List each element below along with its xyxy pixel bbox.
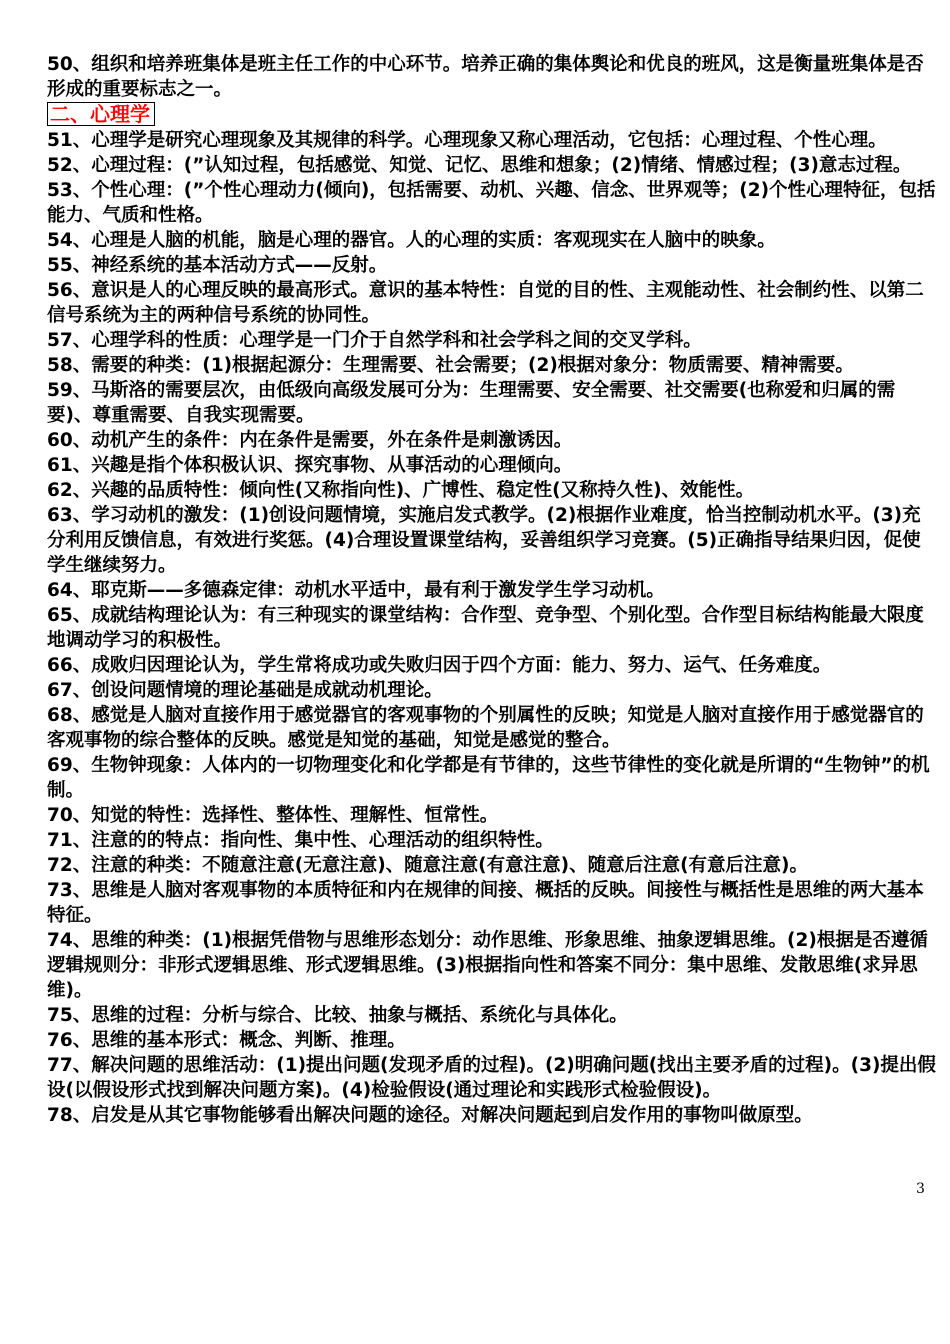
paragraph-65: 65、成就结构理论认为：有三种现实的课堂结构：合作型、竞争型、个别化型。合作型目标结构能最大限度地调动学习的积极性。 (47, 605, 924, 651)
paragraph-63: 63、学习动机的激发：(1)创设问题情境，实施启发式教学。(2)根据作业难度，恰当控制动机水平。(3)充分利用反馈信息，有效进行奖惩。(4)合理设置课堂结构，妥善组织学习竞赛。(5)正确指导结果归因，促使学生继续努力。 (47, 505, 921, 576)
paragraph-70: 70、知觉的特性：选择性、整体性、理解性、恒常性。 (47, 805, 499, 826)
paragraph-50: 50、组织和培养班集体是班主任工作的中心环节。培养正确的集体舆论和优良的班风，这是衡量班集体是否形成的重要标志之一。 (47, 54, 924, 100)
paragraph-53: 53、个性心理：(”个性心理动力(倾向)，包括需要、动机、兴趣、信念、世界观等；(2)个性心理特征，包括能力、气质和性格。 (47, 180, 936, 226)
paragraph-59: 59、马斯洛的需要层次，由低级向高级发展可分为：生理需要、安全需要、社交需要(也称爱和归属的需要)、尊重需要、自我实现需要。 (47, 380, 896, 426)
section-heading-psychology: 二、心理学 (47, 102, 155, 126)
paragraph-57: 57、心理学科的性质：心理学是一门介于自然学科和社会学科之间的交叉学科。 (47, 330, 702, 351)
paragraph-72: 72、注意的种类：不随意注意(无意注意)、随意注意(有意注意)、随意后注意(有意后注意)。 (47, 855, 808, 876)
paragraph-64: 64、耶克斯——多德森定律：动机水平适中，最有利于激发学生学习动机。 (47, 580, 665, 601)
paragraph-68: 68、感觉是人脑对直接作用于感觉器官的客观事物的个别属性的反映；知觉是人脑对直接作用于感觉器官的客观事物的综合整体的反映。感觉是知觉的基础，知觉是感觉的整合。 (47, 705, 924, 751)
paragraph-58: 58、需要的种类：(1)根据起源分：生理需要、社会需要；(2)根据对象分：物质需要、精神需要。 (47, 355, 854, 376)
paragraph-60: 60、动机产生的条件：内在条件是需要，外在条件是刺激诱因。 (47, 430, 573, 451)
paragraph-55: 55、神经系统的基本活动方式——反射。 (47, 255, 388, 276)
paragraph-52: 52、心理过程：(”认知过程，包括感觉、知觉、记忆、思维和想象；(2)情绪、情感过程；(3)意志过程。 (47, 155, 912, 176)
paragraph-76: 76、思维的基本形式：概念、判断、推理。 (47, 1030, 406, 1051)
section-heading-row (47, 102, 939, 128)
paragraph-74: 74、思维的种类：(1)根据凭借物与思维形态划分：动作思维、形象思维、抽象逻辑思维。(2)根据是否遵循逻辑规则分：非形式逻辑思维、形式逻辑思维。(3)根据指向性和答案不同分：集中思维、发散思维(求异思维)。 (47, 930, 928, 1001)
paragraph-73: 73、思维是人脑对客观事物的本质特征和内在规律的间接、概括的反映。间接性与概括性是思维的两大基本特征。 (47, 880, 924, 926)
paragraph-69: 69、生物钟现象：人体内的一切物理变化和化学都是有节律的，这些节律性的变化就是所谓的“生物钟”的机制。 (47, 755, 930, 801)
document-body (47, 52, 939, 1128)
paragraph-77: 77、解决问题的思维活动：(1)提出问题(发现矛盾的过程)。(2)明确问题(找出主要矛盾的过程)。(3)提出假设(以假设形式找到解决问题方案)。(4)检验假设(通过理论和实践形式检验假设)。 (47, 1055, 936, 1101)
paragraph-61: 61、兴趣是指个体积极认识、探究事物、从事活动的心理倾向。 (47, 455, 573, 476)
paragraph-78: 78、启发是从其它事物能够看出解决问题的途径。对解决问题起到启发作用的事物叫做原型。 (47, 1105, 813, 1126)
paragraph-62: 62、兴趣的品质特性：倾向性(又称指向性)、广博性、稳定性(又称持久性)、效能性。 (47, 480, 755, 501)
page-number: 3 (916, 1181, 925, 1197)
paragraph-51: 51、心理学是研究心理现象及其规律的科学。心理现象又称心理活动，它包括：心理过程、个性心理。 (47, 130, 887, 151)
paragraph-56: 56、意识是人的心理反映的最高形式。意识的基本特性：自觉的目的性、主观能动性、社会制约性、以第二信号系统为主的两种信号系统的协同性。 (47, 280, 924, 326)
paragraph-75: 75、思维的过程：分析与综合、比较、抽象与概括、系统化与具体化。 (47, 1005, 628, 1026)
paragraph-54: 54、心理是人脑的机能，脑是心理的器官。人的心理的实质：客观现实在人脑中的映象。 (47, 230, 776, 251)
paragraph-66: 66、成败归因理论认为，学生常将成功或失败归因于四个方面：能力、努力、运气、任务难度。 (47, 655, 832, 676)
paragraph-67: 67、创设问题情境的理论基础是成就动机理论。 (47, 680, 443, 701)
paragraph-71: 71、注意的的特点：指向性、集中性、心理活动的组织特性。 (47, 830, 554, 851)
